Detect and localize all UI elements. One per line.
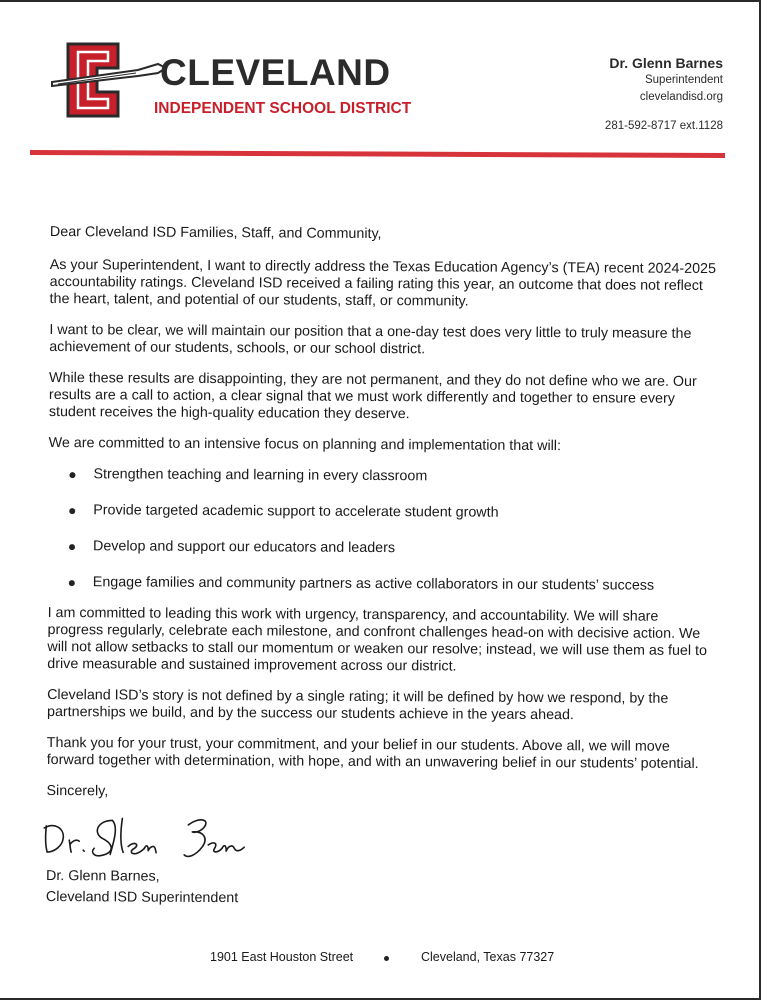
list-item <box>48 502 716 523</box>
list-item-text: Engage families and community partners as active collaborators in our students’ success <box>92 574 655 594</box>
district-name: CLEVELAND <box>160 52 391 93</box>
footer-city: Cleveland, Texas 77327 <box>421 950 555 964</box>
list-item-text: Develop and support our educators and leaders <box>92 538 396 557</box>
contact-name: Dr. Glenn Barnes <box>609 55 723 71</box>
salutation: Dear Cleveland ISD Families, Staff, and Community, <box>49 224 382 243</box>
paragraph-commitment: We are committed to an intensive focus on planning and implementation that will: <box>48 434 562 455</box>
closing: Sincerely, <box>46 782 109 800</box>
list-item <box>48 574 716 595</box>
list-item-text: Strengthen teaching and learning in every classroom <box>93 466 428 485</box>
focus-list <box>48 466 717 595</box>
signer-title: Cleveland ISD Superintendent <box>45 888 239 907</box>
bullet-icon <box>69 580 75 586</box>
district-subtitle: INDEPENDENT SCHOOL DISTRICT <box>154 100 412 117</box>
paragraph-thanks: Thank you for your trust, your commitment, and your belief in our students. Above all, we will move forward together with determination, with hope, and with an unwavering belief in our students’ potential. <box>46 734 699 772</box>
signer-name: Dr. Glenn Barnes, <box>45 867 160 885</box>
superintendent-contact <box>605 55 723 135</box>
list-item-text: Provide targeted academic support to accelerate student growth <box>93 502 499 521</box>
bullet-icon <box>69 472 75 478</box>
list-item <box>48 466 716 487</box>
list-item <box>48 538 716 559</box>
paragraph-ratings: As your Superintendent, I want to directly address the Texas Education Agency’s (TEA) recent 2024-2025 accountability ratings. Cleveland ISD received a failing rating this year, an outcome that does not reflect the heart, talent, and potential of our students, staff, or community. <box>49 256 717 310</box>
handwritten-signature <box>38 800 278 865</box>
page-border-top <box>0 0 761 2</box>
paragraph-position: I want to be clear, we will maintain our position that a one-day test does very little to truly measure the achievement of our students, schools, or our school district. <box>49 321 692 358</box>
paragraph-leadership: I am committed to leading this work with urgency, transparency, and accountability. We will share progress regularly, celebrate each milestone, and confront challenges head-on with decisive action. We will not allow setbacks to stall our momentum or weaken our resolve; instead, we will use them as fuel to drive measurable and sustained improvement across our district. <box>47 604 707 675</box>
bullet-icon <box>69 508 75 514</box>
cleveland-c-logo <box>50 40 168 120</box>
paragraph-results: While these results are disappointing, they are not permanent, and they do not define who we are. Our results are a call to action, a clear signal that we must work differently and together to ensure every student receives the high-quality education they deserve. <box>48 369 697 423</box>
letter-body <box>46 224 718 910</box>
header-divider <box>30 150 725 158</box>
contact-website: clevelandisd.org <box>639 91 723 103</box>
separator-dot-icon <box>384 956 389 961</box>
footer-street: 1901 East Houston Street <box>210 950 354 964</box>
contact-phone: 281-592-8717 ext.1128 <box>604 120 723 132</box>
paragraph-story: Cleveland ISD’s story is not defined by a single rating; it will be defined by how we respond, by the partnerships we build, and by the success our students achieve in the years ahead. <box>46 686 669 724</box>
contact-title: Superintendent <box>644 74 723 86</box>
bullet-icon <box>69 544 75 550</box>
address-footer <box>0 950 761 968</box>
